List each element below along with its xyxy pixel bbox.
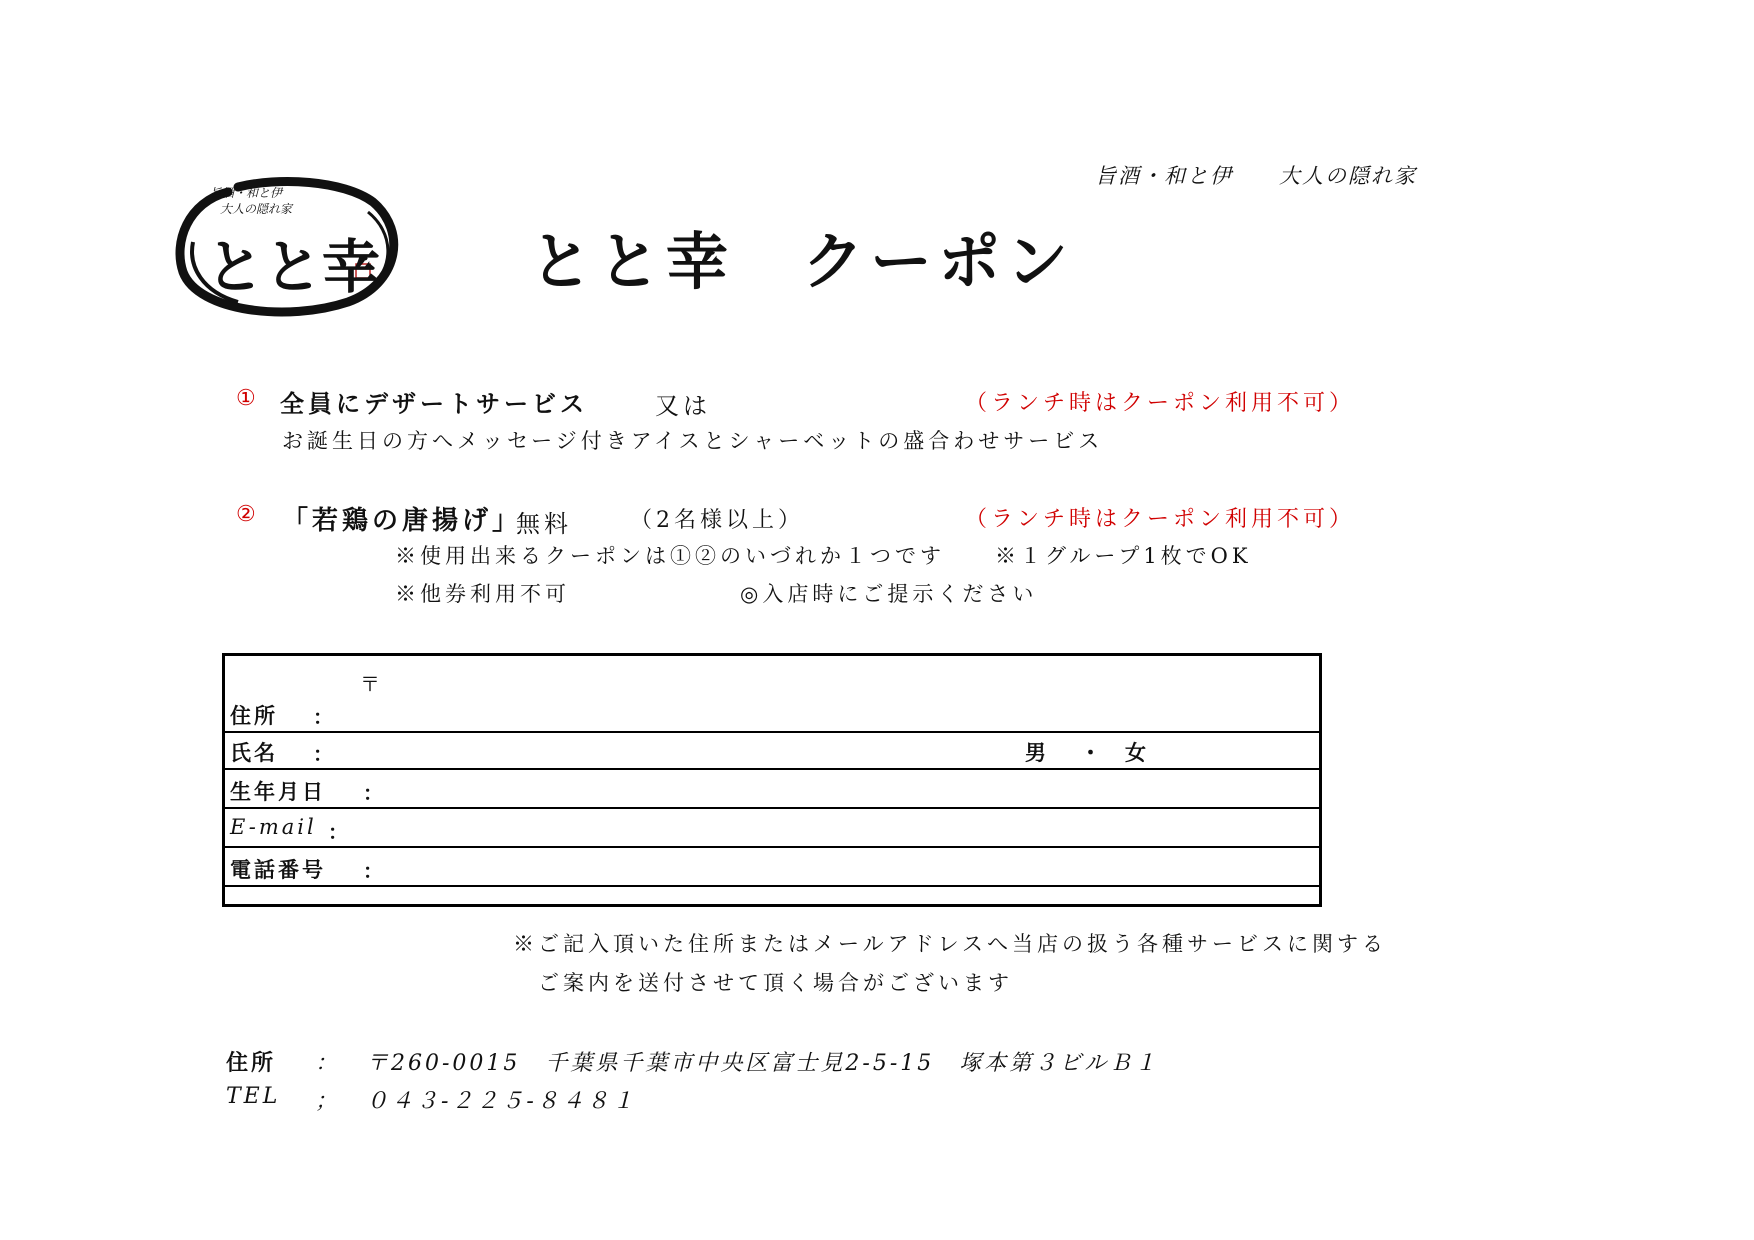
form-row-name[interactable] bbox=[225, 731, 1319, 770]
header-tagline: 旨酒・和と伊 大人の隠れ家 bbox=[1095, 164, 1417, 188]
footer-tel-label: TEL bbox=[226, 1084, 281, 1109]
footer-tel-value: ０４３-２２５-８４８１ bbox=[366, 1089, 637, 1114]
offer-1-label: 全員にデザートサービス bbox=[280, 389, 588, 418]
logo-main-text: とと幸 bbox=[206, 233, 381, 301]
postal-mark: 〒 bbox=[360, 672, 380, 696]
offer-1-detail: お誕生日の方へメッセージ付きアイスとシャーベットの盛合わせサービス bbox=[282, 429, 1104, 453]
gender-separator: ・ bbox=[1080, 740, 1101, 765]
address-label: 住所 bbox=[230, 703, 278, 728]
gender-male-option[interactable]: 男 bbox=[1025, 740, 1046, 765]
form-row-address[interactable] bbox=[225, 656, 1319, 733]
offer-1-note: （ランチ時はクーポン利用不可） bbox=[965, 391, 1356, 416]
privacy-note-line-2: ご案内を送付させて頂く場合がございます bbox=[538, 971, 1013, 995]
offer-2-condition: （2名様以上） bbox=[630, 508, 804, 533]
gender-female-option[interactable]: 女 bbox=[1125, 740, 1146, 765]
brand-logo bbox=[168, 172, 413, 322]
footer-address-label: 住所 bbox=[226, 1050, 277, 1076]
birthday-label: 生年月日 bbox=[230, 779, 326, 804]
footer-tel-colon: ； bbox=[315, 1089, 341, 1114]
offer-1-suffix: 又は bbox=[655, 392, 711, 420]
customer-info-form bbox=[222, 653, 1322, 907]
name-label: 氏名 bbox=[230, 740, 278, 765]
offer-2-label: 「若鶏の唐揚げ」 bbox=[282, 506, 523, 536]
phone-colon: ： bbox=[363, 859, 383, 883]
form-row-phone[interactable] bbox=[225, 848, 1319, 887]
name-colon: ： bbox=[313, 742, 333, 766]
offer-2-note: （ランチ時はクーポン利用不可） bbox=[965, 507, 1356, 532]
logo-small-text-2: 大人の隠れ家 bbox=[220, 202, 293, 216]
form-row-email[interactable] bbox=[225, 809, 1319, 848]
footer-address-colon: ： bbox=[315, 1051, 341, 1076]
privacy-note-line-1: ※ご記入頂いた住所またはメールアドレスへ当店の扱う各種サービスに関する bbox=[513, 932, 1387, 956]
rule-one-coupon: ※使用出来るクーポンは①②のいづれか１つです bbox=[395, 544, 945, 568]
rule-one-per-group: ※１グループ1枚でOK bbox=[995, 544, 1252, 568]
address-colon: ： bbox=[313, 705, 333, 729]
birthday-colon: ： bbox=[363, 781, 383, 805]
phone-label: 電話番号 bbox=[230, 857, 326, 882]
rule-no-other-tickets: ※他券利用不可 bbox=[395, 582, 570, 606]
rule-show-on-entry: ◎入店時にご提示ください bbox=[740, 582, 1038, 606]
offer-2-label-suffix: 無料 bbox=[516, 510, 572, 538]
email-colon: ： bbox=[328, 820, 348, 844]
page-title: とと幸 クーポン bbox=[530, 225, 1075, 298]
offer-2-number: ② bbox=[236, 502, 256, 527]
offer-1-number: ① bbox=[236, 386, 256, 411]
footer-address-value: 〒260-0015 千葉県千葉市中央区富士見2-5-15 塚本第３ビルＢ１ bbox=[366, 1051, 1160, 1076]
form-row-birthday[interactable] bbox=[225, 770, 1319, 809]
email-label: E-mail bbox=[230, 815, 317, 839]
logo-small-text-1: 旨酒・和と伊 bbox=[210, 186, 283, 200]
